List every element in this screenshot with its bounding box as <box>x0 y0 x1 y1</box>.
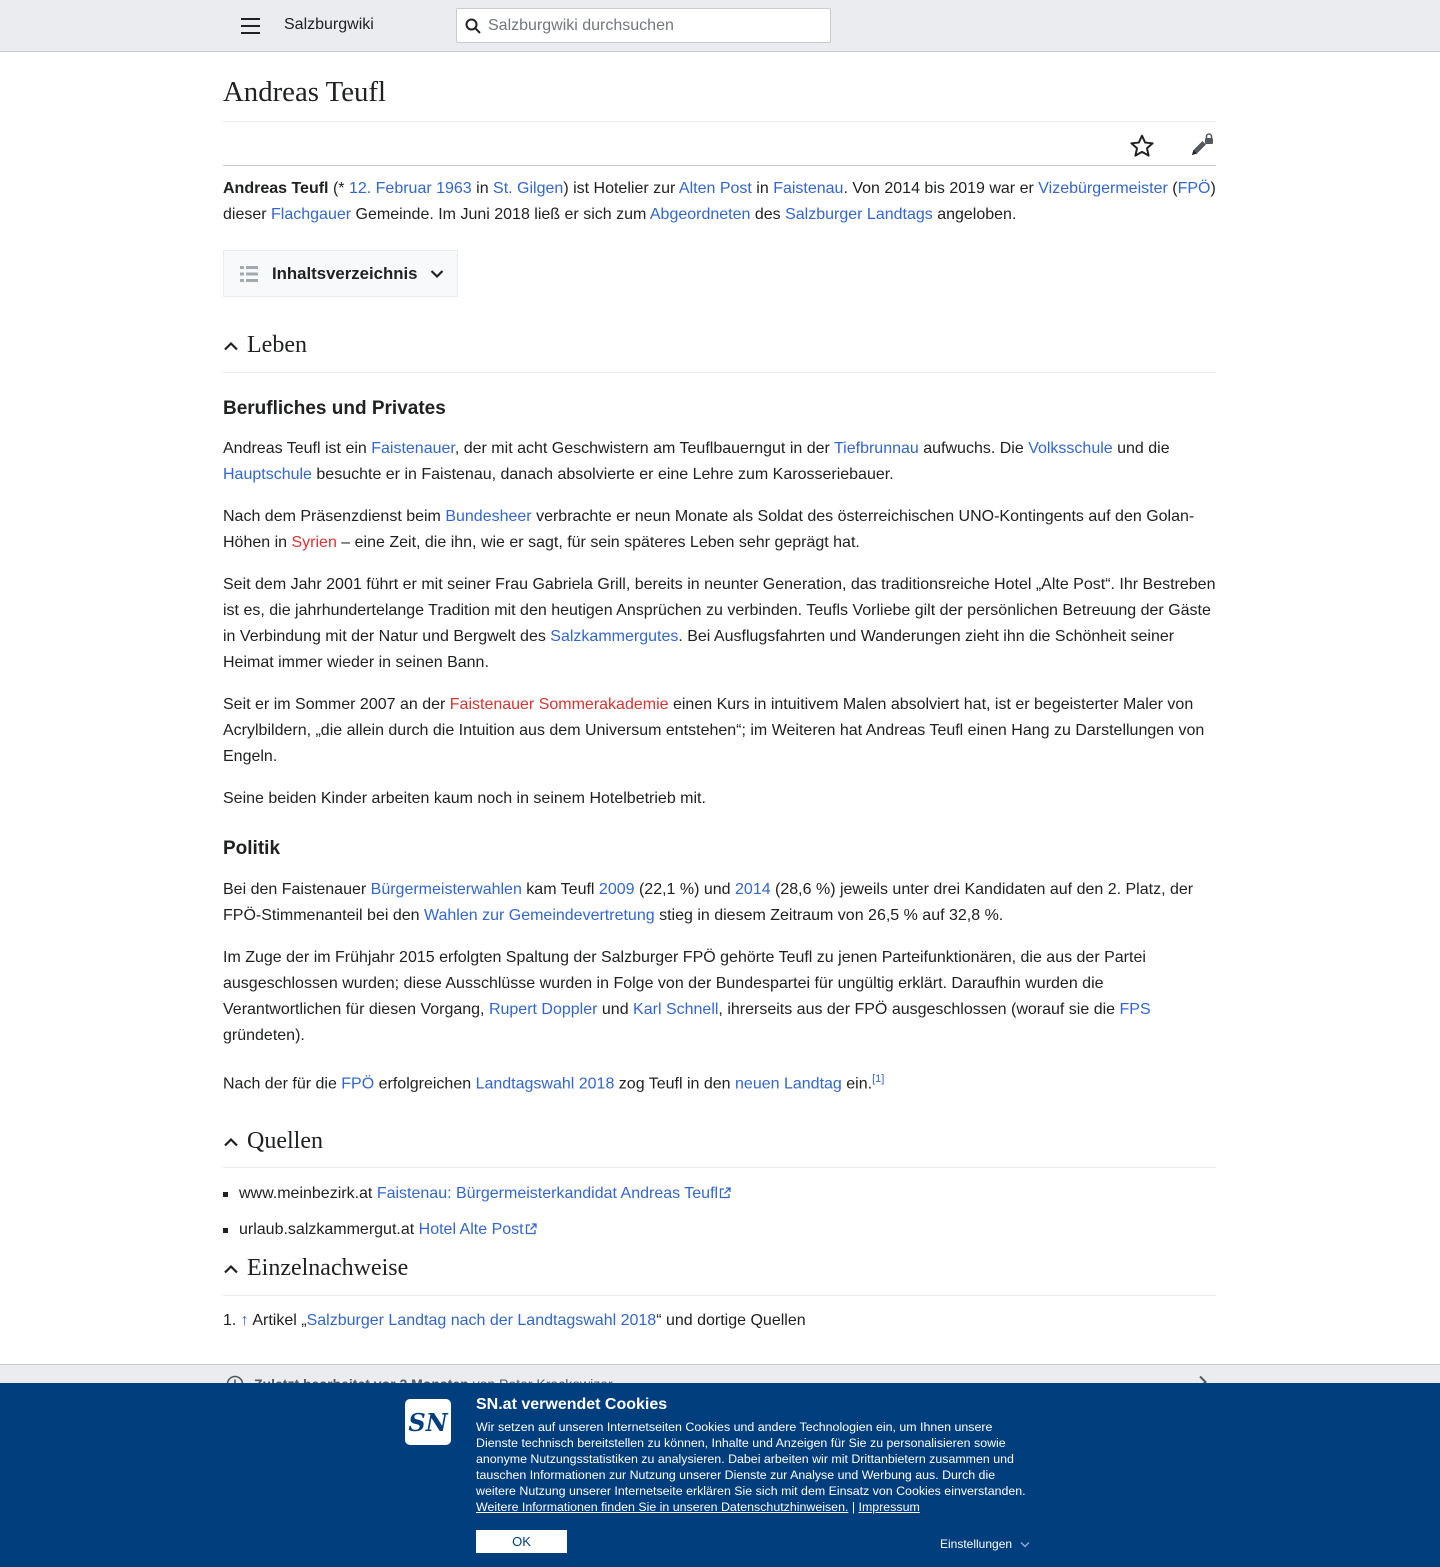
main-content <box>223 52 1216 1334</box>
link-gemeindevertretung[interactable]: Wahlen zur Gemeindevertretung <box>423 906 655 924</box>
link-syrien[interactable]: Syrien <box>291 534 337 552</box>
link-vizebuergermeister[interactable]: Vizebürgermeister <box>1038 180 1168 198</box>
paragraph-2: Nach dem Präsenzdienst beim Bundesheer verbrachte er neun Monate als Soldat des österreichischen UNO-Kontingents auf den Golan-Höhen in Syrien – eine Zeit, die ihn, wie er sagt, für sein späteres Leben sehr geprägt hat. <box>223 508 1195 552</box>
link-volksschule[interactable]: Volksschule <box>1028 440 1113 458</box>
link-fpoe[interactable]: FPÖ <box>1177 180 1211 198</box>
external-link-meinbezirk[interactable]: Faistenau: Bürgermeisterkandidat Andreas Teufl <box>377 1185 731 1202</box>
link-abgeordneten[interactable]: Abgeordneten <box>649 206 751 224</box>
search-box[interactable] <box>456 8 831 43</box>
list-item: urlaub.salzkammergut.at Hotel Alte Post <box>223 1217 1216 1243</box>
imprint-link[interactable]: Impressum <box>858 1500 920 1514</box>
link-bundesheer[interactable]: Bundesheer <box>445 508 532 526</box>
cookie-settings-button[interactable]: Einstellungen <box>940 1537 1030 1551</box>
paragraph-3: Seit dem Jahr 2001 führt er mit seiner Frau Gabriela Grill, bereits in neunter Generation, das traditionsreiche Hotel „Alte Post“. Ihr Bestreben ist es, die jahrhundertelange Tradition mit den heutigen Ansprüchen zu verbinden. Teufls Vorliebe gilt der persönlichen Betreuung der Gäste in Verbindung mit der Natur und Bergwelt des Salzkammergutes. Bei Ausflugsfahrten und Wanderungen zieht ihn die Schönheit seiner Heimat immer wieder in seinen Bann. <box>223 576 1216 672</box>
link-karl-schnell[interactable]: Karl Schnell <box>633 1000 719 1018</box>
section-leben[interactable] <box>223 330 1216 372</box>
site-name[interactable]: Salzburgwiki <box>284 16 374 33</box>
list-item: www.meinbezirk.at Faistenau: Bürgermeisterkandidat Andreas Teufl <box>223 1181 1216 1207</box>
external-link-icon <box>525 1223 537 1235</box>
paragraph-1: Andreas Teufl ist ein Faistenauer, der mit acht Geschwistern am Teuflbauerngut in der Tiefbrunnau aufwuchs. Die Volksschule und die Hauptschule besuchte er in Faistenau, danach absolvierte er eine Lehre zum Karosseriebauer. <box>223 440 1170 484</box>
paragraph-6: Bei den Faistenauer Bürgermeisterwahlen kam Teufl 2009 (22,1 %) und 2014 (28,6 %) jeweils unter drei Kandidaten auf den 2. Platz, der FPÖ-Stimmenanteil bei den Wahlen zur Gemeindevertretung stieg in diesem Zeitraum von 26,5 % auf 32,8 %. <box>223 880 1194 924</box>
toc-toggle[interactable] <box>223 250 458 297</box>
sn-logo: SN <box>405 1399 451 1445</box>
link-tiefbrunnau[interactable]: Tiefbrunnau <box>834 440 919 458</box>
cookie-text: Wir setzen auf unseren Internetseiten Cookies und andere Technologien ein, um Ihnen unsere Dienste technisch bereitstellen zu können, Inhalte und Anzeigen für Sie zu personalisieren sowie anonyme Nutzungsstatistiken zu analysieren. Dabei arbeiten wir mit Drittanbietern zusammen und tauschen Informationen zur Nutzung unserer Dienste zur Analyse und Werbung aus. Durch die weitere Nutzung unserer Internetseite erklären Sie sich mit dem Einsatz von Cookies einverstanden. Weitere Informationen finden Sie in unseren Datenschutzhinweisen. | Impressum <box>476 1420 1026 1514</box>
link-buergermeisterwahlen[interactable]: Bürgermeisterwahlen <box>370 880 522 898</box>
link-2014[interactable]: 2014 <box>735 880 771 898</box>
footnote-1: 1. ↑ Artikel „Salzburger Landtag nach der Landtagswahl 2018“ und dortige Quellen <box>223 1311 806 1329</box>
search-icon <box>465 18 481 34</box>
link-hauptschule[interactable]: Hauptschule <box>223 466 312 484</box>
chevron-down-icon <box>430 269 444 279</box>
link-birthplace[interactable]: St. Gilgen <box>493 180 564 198</box>
heading-quellen: Quellen <box>247 1128 323 1155</box>
link-landtagswahl-2018[interactable]: Landtagswahl 2018 <box>475 1075 615 1093</box>
link-sommerakademie[interactable]: Faistenauer Sommerakademie <box>449 696 669 714</box>
cookie-banner <box>0 1383 1440 1567</box>
lead-paragraph: Andreas Teufl (* 12. Februar 1963 in St. Gilgen) ist Hotelier zur Alten Post in Faistenau. Von 2014 bis 2019 war er Vizebürgermeister (FPÖ) dieser Flachgauer Gemeinde. Im Juni 2018 ließ er sich zum Abgeordneten des Salzburger Landtags angeloben. <box>223 180 1216 224</box>
link-fpoe-2[interactable]: FPÖ <box>341 1075 375 1093</box>
link-birthdate[interactable]: 12. Februar 1963 <box>348 180 472 198</box>
backlink-arrow[interactable]: ↑ <box>240 1311 249 1329</box>
link-2009[interactable]: 2009 <box>598 880 635 898</box>
section-quellen[interactable] <box>223 1126 1216 1168</box>
paragraph-5: Seine beiden Kinder arbeiten kaum noch in seinem Hotelbetrieb mit. <box>223 790 706 808</box>
search-input[interactable] <box>488 17 818 35</box>
cookie-ok-button[interactable]: OK <box>476 1530 567 1553</box>
link-faistenau[interactable]: Faistenau <box>773 180 844 198</box>
paragraph-7: Im Zuge der im Frühjahr 2015 erfolgten Spaltung der Salzburger FPÖ gehörte Teufl zu jenen Parteifunktionären, die aus der Partei ausgeschlossen wurden; diese Ausschlüsse wurden in Folge von der Bundespartei für ungültig erklärt. Daraufhin wurden die Verantwortlichen für diesen Vorgang, Rupert Doppler und Karl Schnell, ihrerseits aus der FPÖ ausgeschlossen (worauf sie die FPS gründeten). <box>223 948 1151 1044</box>
external-link-hotel-alte-post[interactable]: Hotel Alte Post <box>419 1221 537 1238</box>
heading-leben: Leben <box>247 332 307 359</box>
section-einzelnachweise[interactable] <box>223 1253 1216 1295</box>
chevron-up-icon <box>223 1137 239 1147</box>
link-alte-post[interactable]: Alten Post <box>678 180 752 198</box>
heading-einzelnachweise: Einzelnachweise <box>247 1255 409 1282</box>
external-link-icon <box>719 1187 731 1199</box>
cookie-title: SN.at verwendet Cookies <box>476 1396 668 1413</box>
footnote-ref-1[interactable]: [1] <box>872 1072 885 1085</box>
link-salzkammergutes[interactable]: Salzkammergutes <box>550 628 679 646</box>
chevron-up-icon <box>223 341 239 351</box>
privacy-link[interactable]: Weitere Informationen finden Sie in unseren Datenschutzhinweisen. <box>476 1500 849 1514</box>
link-flachgauer[interactable]: Flachgauer <box>271 206 352 224</box>
link-rupert-doppler[interactable]: Rupert Doppler <box>488 1000 598 1018</box>
chevron-down-icon <box>1020 1541 1030 1548</box>
list-icon <box>240 266 258 282</box>
edit-lock-icon[interactable] <box>1189 133 1215 159</box>
link-neuer-landtag[interactable]: neuen Landtag <box>735 1075 842 1093</box>
link-faistenauer[interactable]: Faistenauer <box>371 440 455 458</box>
page-title: Andreas Teufl <box>223 74 1216 122</box>
chevron-up-icon <box>223 1264 239 1274</box>
menu-button[interactable] <box>233 9 267 43</box>
paragraph-4: Seit er im Sommer 2007 an der Faistenauer Sommerakademie einen Kurs in intuitivem Malen absolviert hat, ist er begeisterter Maler von Acrylbildern, „die allein durch die Intuition aus dem Universum entstehen“; im Weiteren hat Andreas Teufl einen Hang zu Darstellungen von Engeln. <box>223 696 1205 766</box>
heading-berufliches: Berufliches und Privates <box>223 397 446 419</box>
paragraph-8: Nach der für die FPÖ erfolgreichen Landtagswahl 2018 zog Teufl in den neuen Landtag ein.[1] <box>223 1072 885 1093</box>
link-landtag-article[interactable]: Salzburger Landtag nach der Landtagswahl 2018 <box>306 1311 657 1329</box>
sources-list <box>223 1181 1216 1243</box>
hamburger-icon <box>241 18 260 20</box>
site-header <box>0 0 1440 52</box>
link-landtag[interactable]: Salzburger Landtags <box>785 206 933 224</box>
watch-star-icon[interactable] <box>1129 133 1155 159</box>
heading-politik: Politik <box>223 838 281 860</box>
subject-name: Andreas Teufl <box>223 180 329 198</box>
toc-label: Inhaltsverzeichnis <box>272 263 418 283</box>
page-actions <box>223 122 1216 166</box>
link-fps[interactable]: FPS <box>1119 1000 1151 1018</box>
